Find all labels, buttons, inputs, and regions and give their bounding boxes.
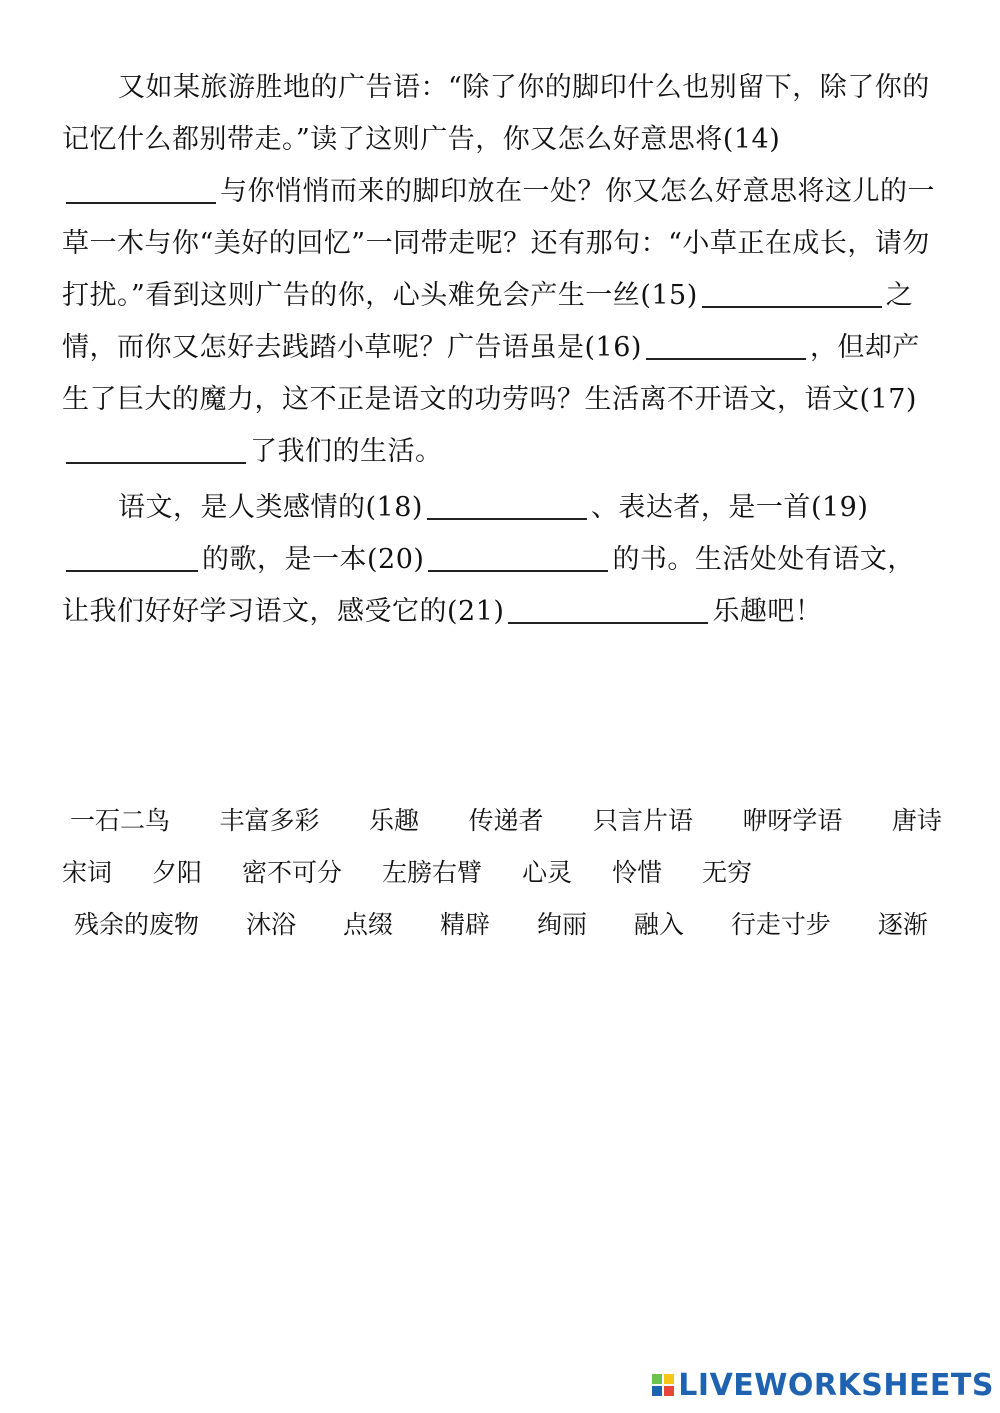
blank-number: (19)	[810, 492, 869, 523]
passage-text: 语文，是人类感情的	[118, 492, 366, 523]
word-bank-item[interactable]: 怜惜	[612, 858, 663, 887]
word-bank-item[interactable]: 绚丽	[536, 910, 587, 939]
blank-number: (14)	[722, 124, 781, 155]
answer-blank-20[interactable]	[428, 544, 608, 572]
word-bank-item[interactable]: 咿呀学语	[742, 806, 843, 835]
word-bank-item[interactable]: 只言片语	[592, 806, 693, 835]
word-bank-item[interactable]: 宋词	[62, 858, 113, 887]
logo-square-yellow	[664, 1374, 674, 1384]
blank-number: (17)	[859, 384, 917, 415]
word-bank-item[interactable]: 点缀	[342, 910, 393, 939]
word-bank-item[interactable]: 唐诗	[891, 806, 942, 835]
answer-blank-18[interactable]	[427, 492, 587, 520]
answer-blank-16[interactable]	[646, 332, 806, 360]
word-bank-item[interactable]: 丰富多彩	[219, 806, 320, 835]
word-bank-row	[62, 860, 942, 886]
logo-square-green	[652, 1374, 662, 1384]
passage-paragraph-1	[62, 62, 938, 478]
passage-text: 了我们的生活。	[250, 436, 443, 467]
word-bank-item[interactable]: 行走寸步	[730, 910, 831, 939]
answer-blank-19[interactable]	[66, 544, 198, 572]
word-bank-item[interactable]: 无穷	[702, 858, 753, 887]
passage-text: 之情，而你又怎好去践踏小草呢？广告语虽是	[62, 280, 914, 363]
word-bank-item[interactable]: 乐趣	[368, 806, 419, 835]
passage-text: 的歌，是一本	[202, 544, 367, 575]
logo-square-red	[664, 1386, 674, 1396]
answer-blank-17[interactable]	[66, 436, 246, 464]
answer-blank-14[interactable]	[66, 176, 216, 204]
word-bank-item[interactable]: 精辟	[439, 910, 490, 939]
word-bank-item[interactable]: 一石二鸟	[70, 806, 171, 835]
passage-text: 、表达者，是一首	[590, 492, 811, 523]
liveworksheets-logo-icon	[652, 1374, 674, 1396]
word-bank-item[interactable]: 逐渐	[877, 910, 928, 939]
blank-number: (16)	[584, 332, 642, 363]
passage-text: 与你悄悄而来的脚印放在一处？你又怎么好意思将这儿的一草一木与你“美好的回忆”一同带走呢？还有那句：“小草正在成长，请勿打扰。”看到这则广告的你，心头难免会产生一丝	[62, 176, 935, 311]
passage-text: 乐趣吧！	[712, 596, 823, 627]
word-bank-item[interactable]: 沐浴	[245, 910, 296, 939]
word-bank-item[interactable]: 传递者	[468, 806, 544, 835]
passage-text: 又如某旅游胜地的广告语：“除了你的脚印什么也别留下，除了你的记忆什么都别带走。”读了这则广告，你又怎么好意思将	[62, 72, 930, 155]
passage-paragraph-2	[62, 482, 938, 638]
word-bank	[62, 808, 942, 964]
blank-number: (18)	[365, 492, 423, 523]
liveworksheets-logo	[652, 1365, 994, 1405]
word-bank-item[interactable]: 残余的废物	[74, 910, 200, 939]
answer-blank-21[interactable]	[508, 596, 708, 624]
passage-text: ，但却产生了巨大的魔力，这不正是语文的功劳吗？生活离不开语文，语文	[62, 332, 920, 415]
logo-square-blue	[652, 1386, 662, 1396]
word-bank-item[interactable]: 融入	[633, 910, 684, 939]
word-bank-row	[62, 912, 942, 938]
word-bank-row	[62, 808, 942, 834]
blank-number: (20)	[367, 544, 425, 575]
word-bank-item[interactable]: 密不可分	[242, 858, 343, 887]
answer-blank-15[interactable]	[702, 280, 882, 308]
blank-number: (21)	[447, 596, 505, 627]
logo-text: LIVEWORKSHEETS	[678, 1367, 994, 1403]
passage-text: 的书。生活处处有语文，让我们好好学习语文，感受它的	[62, 544, 915, 627]
word-bank-item[interactable]: 心灵	[522, 858, 573, 887]
word-bank-item[interactable]: 夕阳	[152, 858, 203, 887]
blank-number: (15)	[640, 280, 698, 311]
word-bank-item[interactable]: 左膀右臂	[382, 858, 483, 887]
